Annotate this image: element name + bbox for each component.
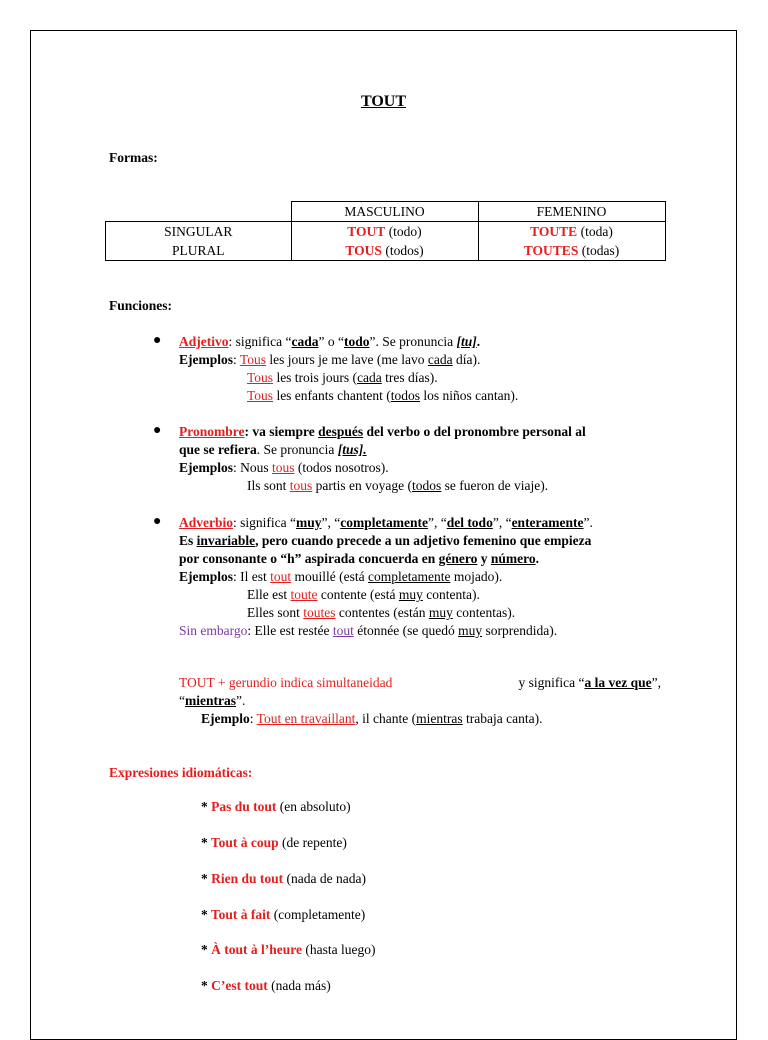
row-label: PLURAL <box>106 241 292 261</box>
expresiones-heading: Expresiones idiomáticas: <box>109 765 253 780</box>
bullet-icon: ● <box>153 514 162 529</box>
pronombre-definition-line-2: que se refiera. Se pronuncia [tus]. <box>179 442 367 457</box>
adjetivo-example-3: Tous les enfants chantent (todos los niños cantan). <box>247 388 519 403</box>
fem-cell: TOUTES (todas) <box>478 241 665 261</box>
pronombre-example-2: Ils sont tous partis en voyage (todos se fueron de viaje). <box>247 478 549 493</box>
sin-embargo-example: Sin embargo: Elle est restée tout étonnée (se quedó muy sorprendida). <box>179 623 558 638</box>
formas-heading: Formas: <box>109 150 158 165</box>
adjetivo-example-1: Ejemplos: Tous les jours je me lave (me lavo cada día). <box>179 352 481 367</box>
adverbio-definition: Adverbio: significa “muy”, “completamente”, “del todo”, “enteramente”. <box>179 515 593 530</box>
adverbio-example-1: Ejemplos: Il est tout mouillé (está completamente mojado). <box>179 569 503 584</box>
row-label: SINGULAR <box>106 222 292 242</box>
pronombre-definition: Pronombre: va siempre después del verbo o del pronombre personal al <box>179 424 586 439</box>
bullet-icon: ● <box>153 333 162 348</box>
table-row <box>106 241 666 261</box>
adverbio-rule-line-1: Es invariable, pero cuando precede a un adjetivo femenino que empieza <box>179 533 592 548</box>
empty-header-cell <box>106 202 292 222</box>
list-item: * Tout à fait (completamente) <box>201 907 366 922</box>
adjetivo-definition: Adjetivo: significa “cada” o “todo”. Se pronuncia [tu]. <box>179 334 481 349</box>
col-header-masculino: MASCULINO <box>291 202 478 222</box>
fem-cell: TOUTE (toda) <box>478 222 665 242</box>
adverbio-example-2: Elle est toute contente (está muy contenta). <box>247 587 480 602</box>
adverbio-example-3: Elles sont toutes contentes (están muy contentas). <box>247 605 516 620</box>
page-title: TOUT <box>360 93 407 110</box>
gerundio-rule-line-2: “mientras”. <box>179 693 246 708</box>
col-header-femenino: FEMENINO <box>478 202 665 222</box>
list-item: * Tout à coup (de repente) <box>201 835 347 850</box>
list-item: * Rien du tout (nada de nada) <box>201 871 366 886</box>
pronombre-example-1: Ejemplos: Nous tous (todos nosotros). <box>179 460 389 475</box>
list-item: * Pas du tout (en absoluto) <box>201 799 351 814</box>
forms-table <box>105 201 666 261</box>
gerundio-rule: TOUT + gerundio indica simultaneidad y significa “a la vez que”, <box>179 675 661 690</box>
bullet-icon: ● <box>153 423 162 438</box>
adjetivo-example-2: Tous les trois jours (cada tres días). <box>247 370 438 385</box>
document-page <box>30 30 737 1040</box>
table-row <box>106 222 666 242</box>
masc-cell: TOUT (todo) <box>291 222 478 242</box>
masc-cell: TOUS (todos) <box>291 241 478 261</box>
gerundio-example: Ejemplo: Tout en travaillant, il chante (mientras trabaja canta). <box>201 711 543 726</box>
list-item: * À tout à l’heure (hasta luego) <box>201 942 376 957</box>
list-item: * C’est tout (nada más) <box>201 978 331 993</box>
adverbio-rule-line-2: por consonante o “h” aspirada concuerda en género y número. <box>179 551 540 566</box>
funciones-heading: Funciones: <box>109 298 173 313</box>
